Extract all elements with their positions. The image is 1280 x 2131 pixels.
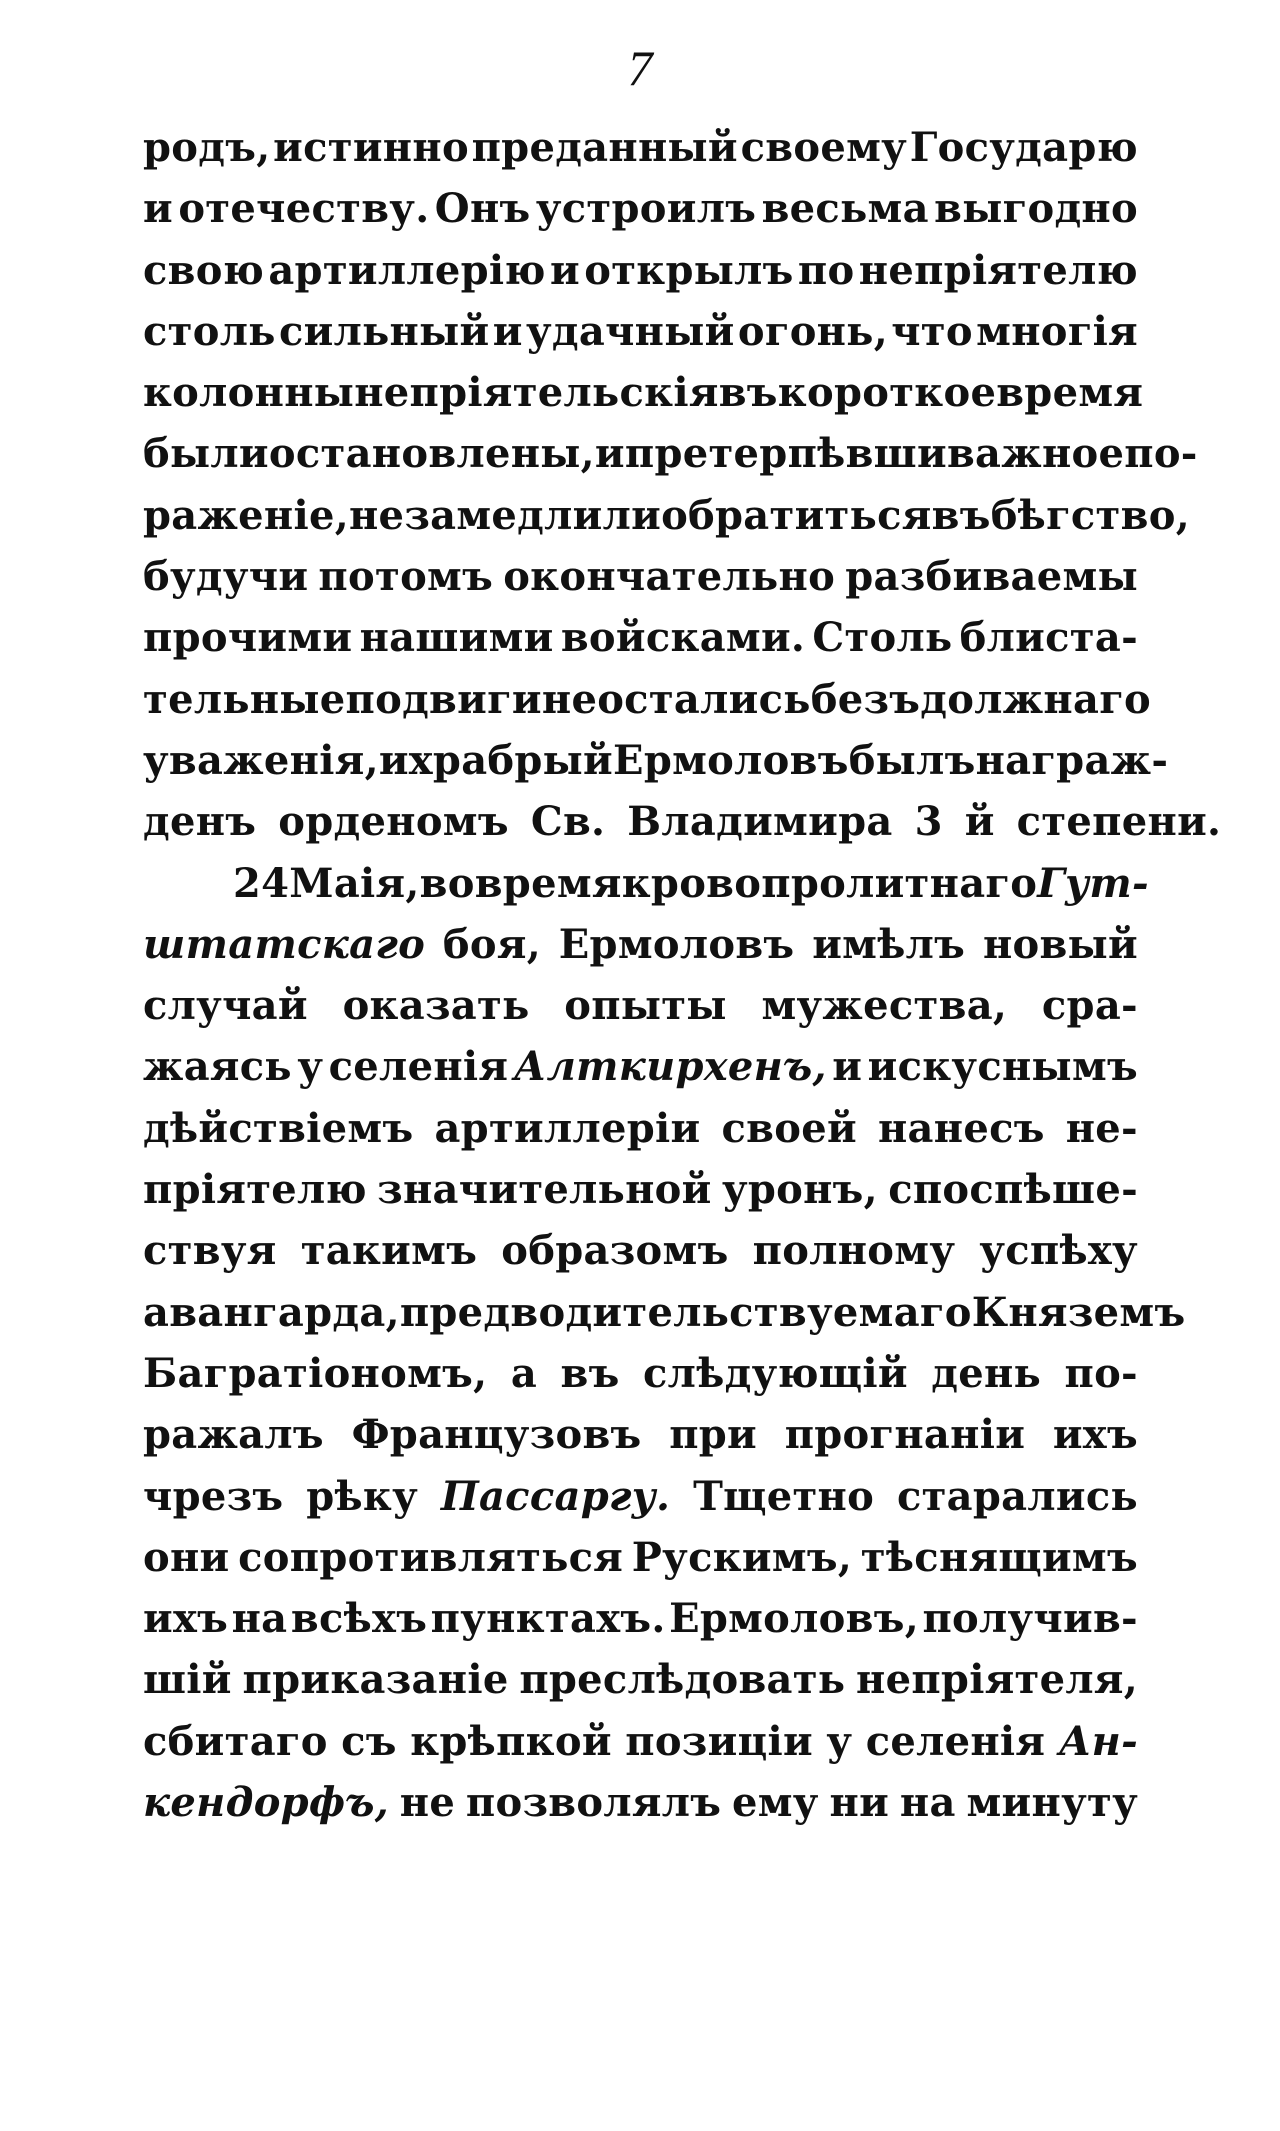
text-line: [143, 423, 1198, 484]
word: рѣку: [306, 1472, 419, 1520]
word: бѣгство,: [990, 491, 1190, 539]
word: Багратіономъ,: [143, 1349, 488, 1397]
word: штатскаго: [143, 920, 426, 968]
word: и: [832, 1043, 863, 1091]
word: Ан-: [1058, 1717, 1138, 1765]
word: съ: [341, 1717, 397, 1765]
word: Гут-: [1037, 859, 1149, 907]
word: при: [669, 1411, 758, 1459]
word: своему: [740, 124, 908, 171]
word: Рускимъ,: [631, 1533, 853, 1581]
word: селенія: [865, 1717, 1046, 1765]
body-text: [143, 117, 1222, 1833]
word: кендорфъ,: [143, 1779, 389, 1827]
word: пріятелю: [143, 1166, 367, 1214]
word: своей: [721, 1104, 857, 1152]
word: важное: [946, 430, 1125, 478]
text-line: [143, 1772, 1138, 1833]
word: не-: [1065, 1104, 1138, 1152]
word: такимъ: [300, 1227, 478, 1275]
word: крѣпкой: [410, 1717, 612, 1765]
word: ему: [732, 1779, 819, 1827]
text-line: [143, 485, 1190, 546]
word: всѣхъ: [290, 1595, 428, 1643]
word: не: [399, 1779, 456, 1827]
word: Алткирхенъ,: [513, 1043, 827, 1091]
word: окончательно: [503, 553, 836, 601]
word: пунктахъ.: [430, 1595, 666, 1643]
text-line: [143, 1466, 1138, 1527]
word: новый: [982, 920, 1138, 968]
word: кровопролитнаго: [621, 859, 1038, 907]
word: шій: [143, 1656, 232, 1704]
text-line: [143, 1036, 1138, 1097]
word: Княземъ: [971, 1288, 1186, 1336]
text-line: [143, 1282, 1186, 1343]
word: Владимира: [627, 798, 893, 846]
word: слѣдующій: [643, 1349, 908, 1397]
word: разбиваемы: [845, 553, 1138, 601]
word: ихъ: [1052, 1411, 1138, 1459]
word: степени.: [1016, 798, 1222, 846]
text-line: [143, 730, 1169, 791]
word: ихъ: [143, 1595, 229, 1643]
word: не: [541, 675, 598, 723]
word: получив-: [922, 1595, 1138, 1643]
word: устроилъ: [535, 185, 757, 233]
word: что: [891, 307, 973, 355]
text-line: [143, 1527, 1138, 1588]
word: чрезъ: [143, 1472, 284, 1520]
text-line: [143, 607, 1138, 668]
text-line: [143, 301, 1138, 362]
word: колонны: [143, 369, 355, 417]
word: на: [899, 1779, 956, 1827]
word: въ: [718, 369, 778, 417]
word: потомъ: [318, 553, 494, 601]
word: храбрый: [408, 736, 614, 784]
word: Пассаргу.: [440, 1472, 671, 1520]
word: весьма: [761, 185, 929, 233]
word: прочими: [143, 614, 353, 662]
text-line: [143, 853, 1149, 914]
word: успѣху: [979, 1227, 1138, 1275]
word: свою: [143, 246, 265, 294]
word: сбитаго: [143, 1717, 328, 1765]
word: сильный: [278, 307, 490, 355]
word: жаясь: [143, 1043, 292, 1091]
word: орденомъ: [278, 798, 509, 846]
text-line: [143, 240, 1138, 301]
text-line: [143, 1649, 1138, 1710]
word: случай: [143, 982, 308, 1030]
word: тѣснящимъ: [860, 1533, 1138, 1581]
text-line: [143, 117, 1138, 178]
word: по: [797, 246, 855, 294]
word: награж-: [975, 736, 1169, 784]
word: боя,: [442, 920, 541, 968]
word: Тщетно: [693, 1472, 875, 1520]
word: старались: [896, 1472, 1138, 1520]
word: искуснымъ: [867, 1043, 1138, 1091]
word: уваженія,: [143, 736, 379, 784]
word: й: [964, 798, 995, 846]
word: непріятелю: [858, 246, 1138, 294]
word: по-: [1064, 1349, 1138, 1397]
word: былъ: [848, 736, 976, 784]
word: значительной: [377, 1166, 712, 1214]
word: на: [231, 1595, 288, 1643]
word: и: [492, 307, 523, 355]
word: тельные: [143, 675, 346, 723]
word: родъ,: [143, 124, 271, 171]
word: и: [549, 246, 580, 294]
word: преданный: [471, 124, 738, 171]
word: сопротивляться: [238, 1533, 624, 1581]
word: Столь: [812, 614, 953, 662]
text-line: [143, 178, 1138, 239]
word: артиллерію: [268, 246, 546, 294]
word: Ермоловъ: [558, 920, 795, 968]
word: подвиги: [345, 675, 542, 723]
word: Маія,: [289, 859, 420, 907]
text-line: [143, 1711, 1138, 1772]
word: Государю: [909, 124, 1138, 171]
word: споспѣше-: [888, 1166, 1138, 1214]
word: не: [348, 491, 405, 539]
text-line: [143, 1098, 1138, 1159]
word: прогнаніи: [784, 1411, 1026, 1459]
text-line: [143, 791, 1222, 852]
word: имѣлъ: [812, 920, 966, 968]
word: у: [297, 1043, 324, 1091]
word: удачный: [526, 307, 735, 355]
word: были: [143, 430, 269, 478]
text-line: [143, 1588, 1138, 1649]
word: оказать: [342, 982, 530, 1030]
word: ни: [829, 1779, 890, 1827]
word: Французовъ: [351, 1411, 642, 1459]
text-line: [143, 1159, 1138, 1220]
text-line: [143, 914, 1138, 975]
word: ражалъ: [143, 1411, 324, 1459]
word: многія: [976, 307, 1138, 355]
word: ствуя: [143, 1227, 277, 1275]
word: полному: [752, 1227, 956, 1275]
word: время: [996, 369, 1144, 417]
text-line: [143, 1404, 1138, 1465]
word: преслѣдовать: [519, 1656, 846, 1704]
word: по-: [1124, 430, 1198, 478]
word: открылъ: [584, 246, 794, 294]
word: опыты: [564, 982, 727, 1030]
word: денъ: [143, 798, 257, 846]
word: должнаго: [920, 675, 1151, 723]
word: у: [826, 1717, 853, 1765]
word: позиціи: [625, 1717, 813, 1765]
text-line: [143, 546, 1138, 607]
word: образомъ: [501, 1227, 729, 1275]
text-line: [143, 362, 1144, 423]
word: огонь,: [737, 307, 888, 355]
word: дѣйствіемъ: [143, 1104, 414, 1152]
word: непріятельскія: [354, 369, 719, 417]
word: замедлили: [404, 491, 662, 539]
word: столь: [143, 307, 276, 355]
word: приказаніе: [242, 1656, 509, 1704]
word: нашими: [359, 614, 554, 662]
word: предводительствуемаго: [399, 1288, 972, 1336]
word: выгодно: [934, 185, 1138, 233]
word: артиллеріи: [434, 1104, 701, 1152]
word: раженіе,: [143, 491, 349, 539]
text-line: [143, 669, 1151, 730]
word: остались: [597, 675, 811, 723]
word: въ: [560, 1349, 620, 1397]
word: остановлены,: [268, 430, 595, 478]
text-line: [143, 1343, 1138, 1404]
word: они: [143, 1533, 230, 1581]
word: время: [474, 859, 622, 907]
word: Ермоловъ: [613, 736, 849, 784]
word: Онъ: [434, 185, 531, 233]
word: непріятеля,: [856, 1656, 1138, 1704]
word: безъ: [810, 675, 921, 723]
word: во: [419, 859, 475, 907]
word: блиста-: [959, 614, 1138, 662]
page-number: 7: [627, 40, 653, 96]
word: день: [931, 1349, 1042, 1397]
word: короткое: [777, 369, 997, 417]
word: 24: [233, 859, 290, 907]
word: будучи: [143, 553, 309, 601]
text-line: [143, 1220, 1138, 1281]
word: обратиться: [661, 491, 932, 539]
word: отечеству.: [178, 185, 430, 233]
word: мужества,: [761, 982, 1008, 1030]
word: авангарда,: [143, 1288, 400, 1336]
word: и: [143, 185, 173, 233]
word: нанесъ: [877, 1104, 1045, 1152]
word: претерпѣвши: [624, 430, 947, 478]
word: селенія: [328, 1043, 509, 1091]
word: минуту: [966, 1779, 1138, 1827]
word: уронъ,: [721, 1166, 878, 1214]
word: Ермоловъ,: [669, 1595, 919, 1643]
text-line: [143, 975, 1138, 1036]
word: позволялъ: [465, 1779, 722, 1827]
word: и: [594, 430, 625, 478]
word: войсками.: [560, 614, 806, 662]
word: сра-: [1041, 982, 1138, 1030]
word: истинно: [273, 124, 469, 171]
word: а: [510, 1349, 538, 1397]
word: 3: [914, 798, 943, 846]
word: Св.: [530, 798, 606, 846]
word: и: [378, 736, 409, 784]
word: въ: [931, 491, 991, 539]
